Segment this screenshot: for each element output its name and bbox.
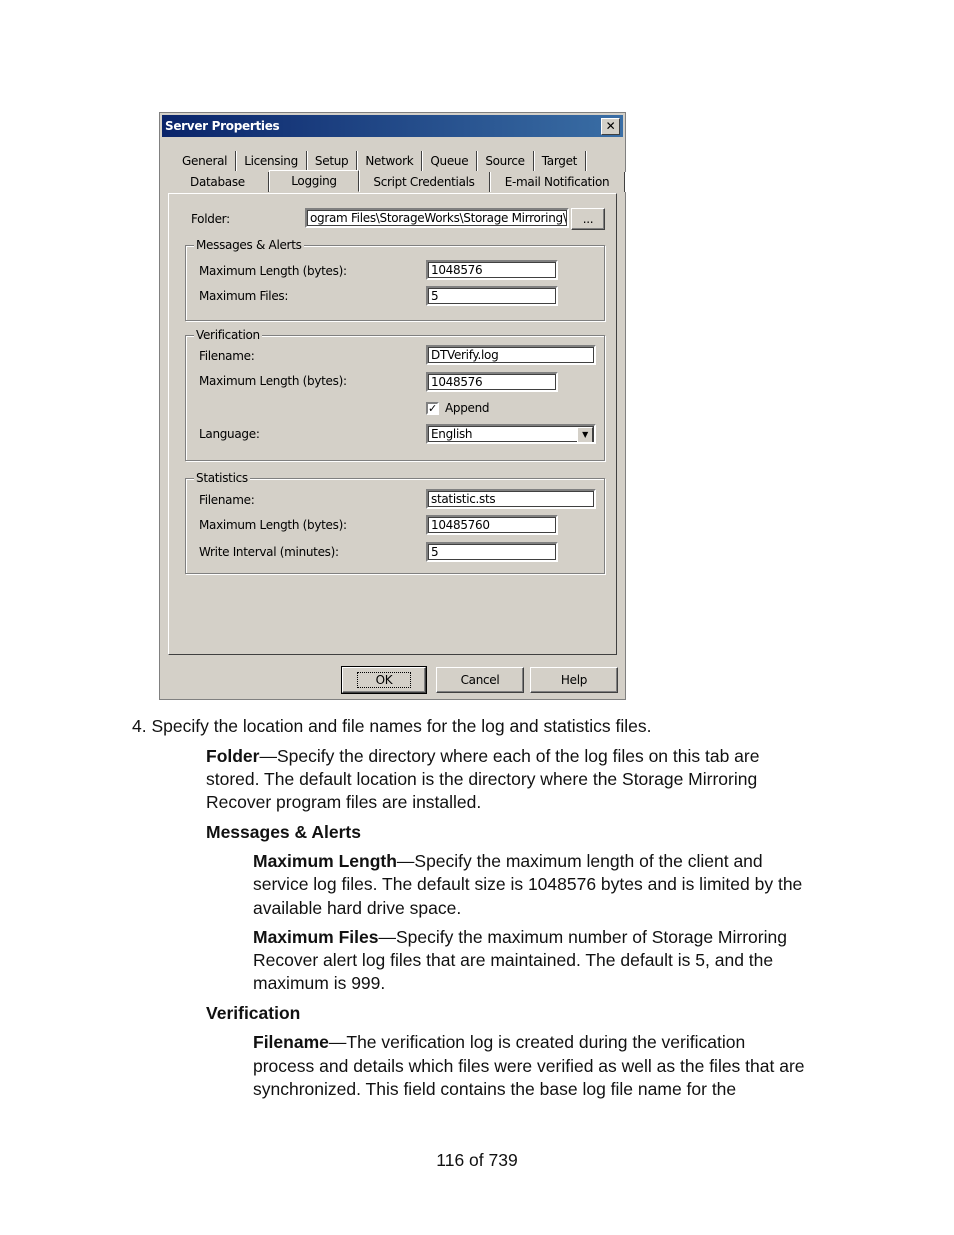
tab-setup[interactable]: Setup [307, 151, 357, 171]
folder-input[interactable]: ogram Files\StorageWorks\Storage Mirroring\ [305, 208, 569, 228]
dialog-titlebar [162, 115, 623, 137]
filename-paragraph-line1 [253, 1031, 745, 1055]
write-interval-input[interactable]: 5 [426, 542, 558, 562]
stat-filename-input[interactable]: statistic.sts [426, 489, 596, 509]
stat-max-length-input[interactable]: 10485760 [426, 515, 558, 535]
tab-licensing[interactable]: Licensing [236, 151, 307, 171]
tabs-row-2 [182, 172, 625, 192]
tab-general[interactable]: General [174, 151, 236, 171]
verification-heading: Verification [206, 1003, 301, 1023]
filename-desc-1: —The verification log is created during the verification [328, 1032, 746, 1052]
folder-term: Folder [206, 746, 260, 766]
help-button[interactable]: Help [530, 667, 618, 693]
tab-network[interactable]: Network [357, 151, 422, 171]
maxfiles-term: Maximum Files [253, 927, 379, 947]
maxfiles-paragraph-line1 [253, 926, 787, 950]
stat-max-length-label: Maximum Length (bytes): [199, 518, 347, 532]
ok-button-label: OK [357, 672, 412, 688]
language-select[interactable] [426, 424, 596, 444]
language-label: Language: [199, 427, 260, 441]
maxlen-desc-1: —Specify the maximum length of the client and [396, 851, 763, 871]
ver-max-length-label: Maximum Length (bytes): [199, 374, 347, 388]
tab-target[interactable]: Target [534, 151, 586, 171]
chevron-down-icon[interactable]: ▼ [577, 427, 593, 443]
tabs-row-1 [174, 151, 586, 171]
write-interval-label: Write Interval (minutes): [199, 545, 339, 559]
messages-alerts-group [185, 238, 605, 321]
tab-logging[interactable]: Logging [269, 170, 359, 192]
maxlen-paragraph-line1 [253, 850, 763, 874]
ver-filename-label: Filename: [199, 349, 255, 363]
folder-desc-3: Recover program files are installed. [206, 792, 482, 812]
ver-max-length-input[interactable]: 1048576 [426, 372, 558, 392]
stat-filename-label: Filename: [199, 493, 255, 507]
server-properties-dialog [159, 112, 626, 700]
logging-tab-panel [168, 193, 617, 655]
step-4-text: 4. Specify the location and file names for the log and statistics files. [132, 716, 652, 736]
filename-desc-2: process and details which files were verified as well as the files that are [253, 1056, 805, 1076]
browse-button[interactable]: ... [571, 208, 605, 230]
filename-desc-3: synchronized. This field contains the base log file name for the [253, 1079, 737, 1099]
filename-term: Filename [253, 1032, 329, 1052]
statistics-group [185, 471, 605, 574]
ma-max-files-input[interactable]: 5 [426, 286, 558, 306]
maxfiles-desc-3: maximum is 999. [253, 973, 386, 993]
ok-button[interactable] [342, 667, 426, 693]
verification-group [185, 328, 605, 461]
tab-queue[interactable]: Queue [422, 151, 477, 171]
ma-max-length-input[interactable]: 1048576 [426, 260, 558, 280]
tab-script-credentials[interactable]: Script Credentials [359, 172, 490, 192]
append-label: Append [445, 401, 490, 415]
statistics-title: Statistics [196, 471, 248, 485]
dialog-title: Server Properties [165, 119, 280, 133]
tab-source[interactable]: Source [477, 151, 533, 171]
maxfiles-desc-1: —Specify the maximum number of Storage Mirroring [378, 927, 787, 947]
folder-paragraph-line1 [206, 745, 759, 769]
ver-filename-input[interactable]: DTVerify.log [426, 345, 596, 365]
maxlen-desc-3: available hard drive space. [253, 898, 462, 918]
page-number: 116 of 739 [436, 1150, 518, 1170]
messages-alerts-heading: Messages & Alerts [206, 822, 361, 842]
ma-max-files-label: Maximum Files: [199, 289, 289, 303]
append-checkbox[interactable]: ✓ [426, 402, 439, 415]
language-selected-value: English [431, 427, 473, 441]
maxlen-term: Maximum Length [253, 851, 397, 871]
folder-desc-2: stored. The default location is the directory where the Storage Mirroring [206, 769, 758, 789]
maxlen-desc-2: service log files. The default size is 1048576 bytes and is limited by the [253, 874, 803, 894]
close-icon[interactable]: ✕ [601, 118, 620, 135]
folder-desc-1: —Specify the directory where each of the log files on this tab are [259, 746, 760, 766]
cancel-button[interactable]: Cancel [436, 667, 524, 693]
ma-max-length-label: Maximum Length (bytes): [199, 264, 347, 278]
maxfiles-desc-2: Recover alert log files that are maintained. The default is 5, and the [253, 950, 774, 970]
folder-label: Folder: [191, 212, 230, 226]
verification-title: Verification [196, 328, 260, 342]
tab-database[interactable]: Database [182, 172, 269, 192]
tab-email-notification[interactable]: E-mail Notification [490, 172, 625, 192]
messages-alerts-title: Messages & Alerts [196, 238, 302, 252]
